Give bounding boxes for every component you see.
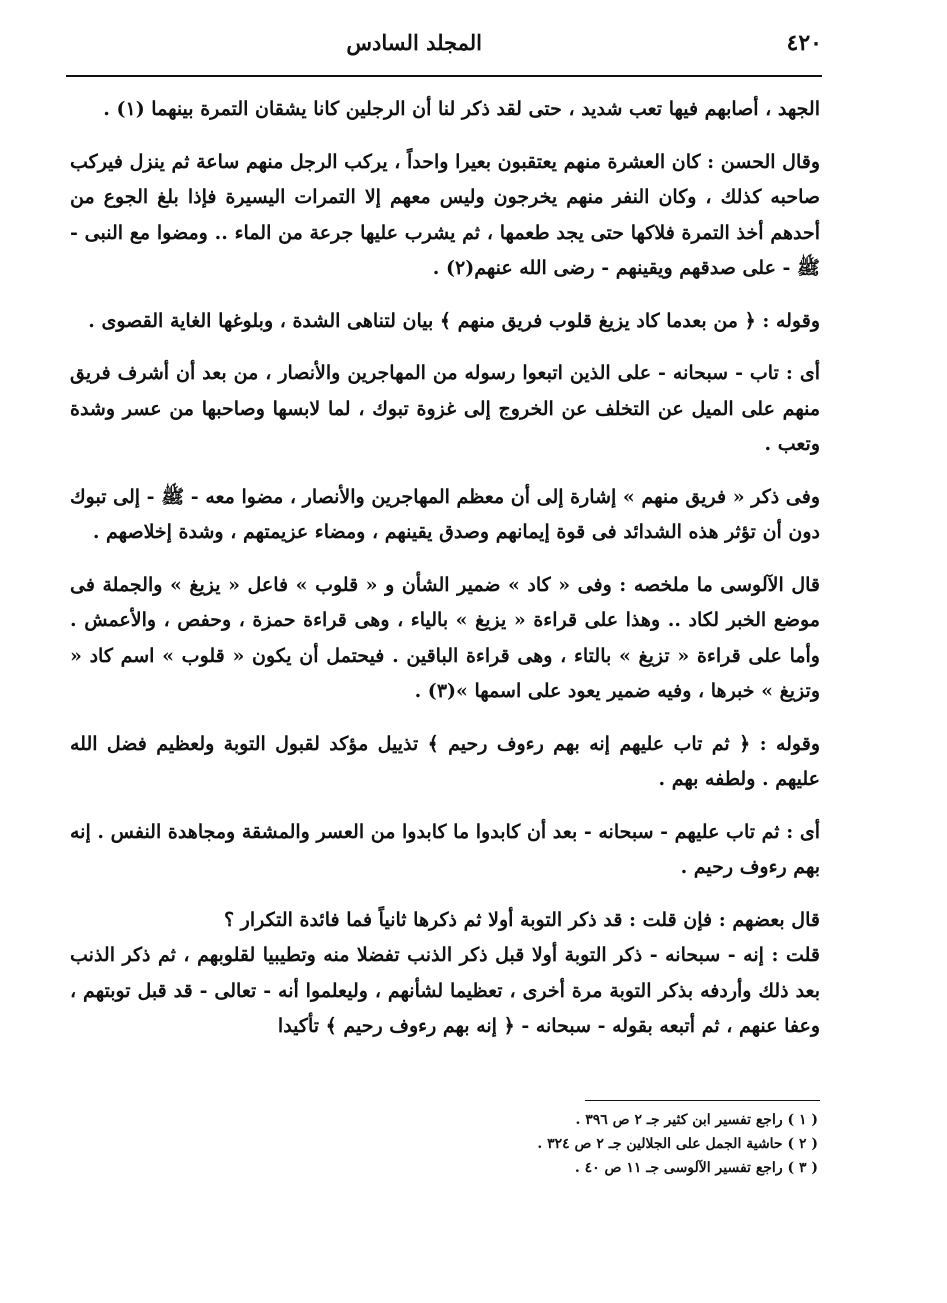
paragraph-7: وقوله : ﴿ ثم تاب عليهم إنه بهم رءوف رحيم ﴾ تذييل مؤكد لقبول التوبة ولعظيم فضل الله عليهم . ولطفه بهم . [70, 732, 820, 790]
volume-title: المجلد السادس [346, 30, 482, 55]
page-header [66, 30, 822, 66]
paragraph-5: وفى ذكر « فريق منهم » إشارة إلى أن معظم المهاجرين والأنصار ، مضوا معه - ﷺ - إلى تبوك دون أن تؤثر هذه الشدائد فى قوة إيمانهم وصدق يقينهم ، ومضاء عزيمتهم ، وشدة إخلاصهم . [70, 485, 820, 543]
footnote-rule [585, 1100, 820, 1101]
page-number: ٤٢٠ [786, 30, 822, 56]
footnote-1: ( ١ ) راجع تفسير ابن كثير جـ ٢ ص ٣٩٦ . [575, 1112, 818, 1128]
paragraph-4: أى : تاب - سبحانه - على الذين اتبعوا رسوله من المهاجرين والأنصار ، من بعد أن أشرف فريق منهم على الميل عن التخلف عن الخروج إلى غزوة تبوك ، لما لابسها وصاحبها من عسر وشدة وتعب . [70, 362, 820, 455]
paragraph-6: قال الآلوسى ما ملخصه : وفى « كاد » ضمير الشأن و « قلوب » فاعل « يزيغ » والجملة فى موضع الخبر لكاد .. وهذا على قراءة « يزيغ » بالياء ، وهى قراءة حمزة ، وحفص ، والأعمش . وأما على قراءة « تزيغ » بالتاء ، وهى قراءة الباقين . فيحتمل أن يكون « قلوب » اسم كاد « وتزيغ » خبرها ، وفيه ضمير يعود على اسمها »(٣) . [70, 573, 820, 702]
footnotes [300, 1108, 818, 1180]
paragraph-2: وقال الحسن : كان العشرة منهم يعتقبون بعيرا واحداً ، يركب الرجل منهم ساعة ثم ينزل فيركب صاحبه كذلك ، وكان النفر منهم يخرجون وليس معهم إلا التمرات اليسيرة فإذا بلغ الجوع من أحدهم أخذ التمرة فلاكها حتى يجد طعمها ، ثم يشرب عليها جرعة من الماء .. ومضوا مع النبى - ﷺ - على صدقهم ويقينهم - رضى الله عنهم(٢) . [70, 150, 820, 279]
header-rule [66, 75, 822, 77]
main-text [70, 92, 820, 1062]
footnote-3: ( ٣ ) راجع تفسير الآلوسى جـ ١١ ص ٤٠ . [574, 1160, 818, 1176]
paragraph-1: الجهد ، أصابهم فيها تعب شديد ، حتى لقد ذكر لنا أن الرجلين كانا يشقان التمرة بينهما (١) . [103, 98, 820, 120]
paragraph-3: وقوله : ﴿ من بعدما كاد يزيغ قلوب فريق منهم ﴾ بيان لتناهى الشدة ، وبلوغها الغاية القصوى . [88, 309, 820, 332]
paragraph-8: أى : ثم تاب عليهم - سبحانه - بعد أن كابدوا ما كابدوا من العسر والمشقة ومجاهدة النفس . إنه بهم رءوف رحيم . [70, 820, 820, 878]
footnote-2: ( ٢ ) حاشية الجمل على الجلالين جـ ٢ ص ٣٢٤ . [537, 1136, 818, 1152]
paragraph-9: قال بعضهم : فإن قلت : قد ذكر التوبة أولا ثم ذكرها ثانياً فما فائدة التكرار ؟ قلت : إنه - سبحانه - ذكر التوبة أولا قبل ذكر الذنب تفضلا منه وتطيبيا لقلوبهم ، ثم ذكر الذنب بعد ذلك وأردفه بذكر التوبة مرة أخرى ، تعظيما لشأنهم ، وليعلموا أنه - تعالى - قد قبل توبتهم ، وعفا عنهم ، ثم أتبعه بقوله - سبحانه - ﴿ إنه بهم رءوف رحيم ﴾ تأكيدا [70, 908, 820, 1037]
